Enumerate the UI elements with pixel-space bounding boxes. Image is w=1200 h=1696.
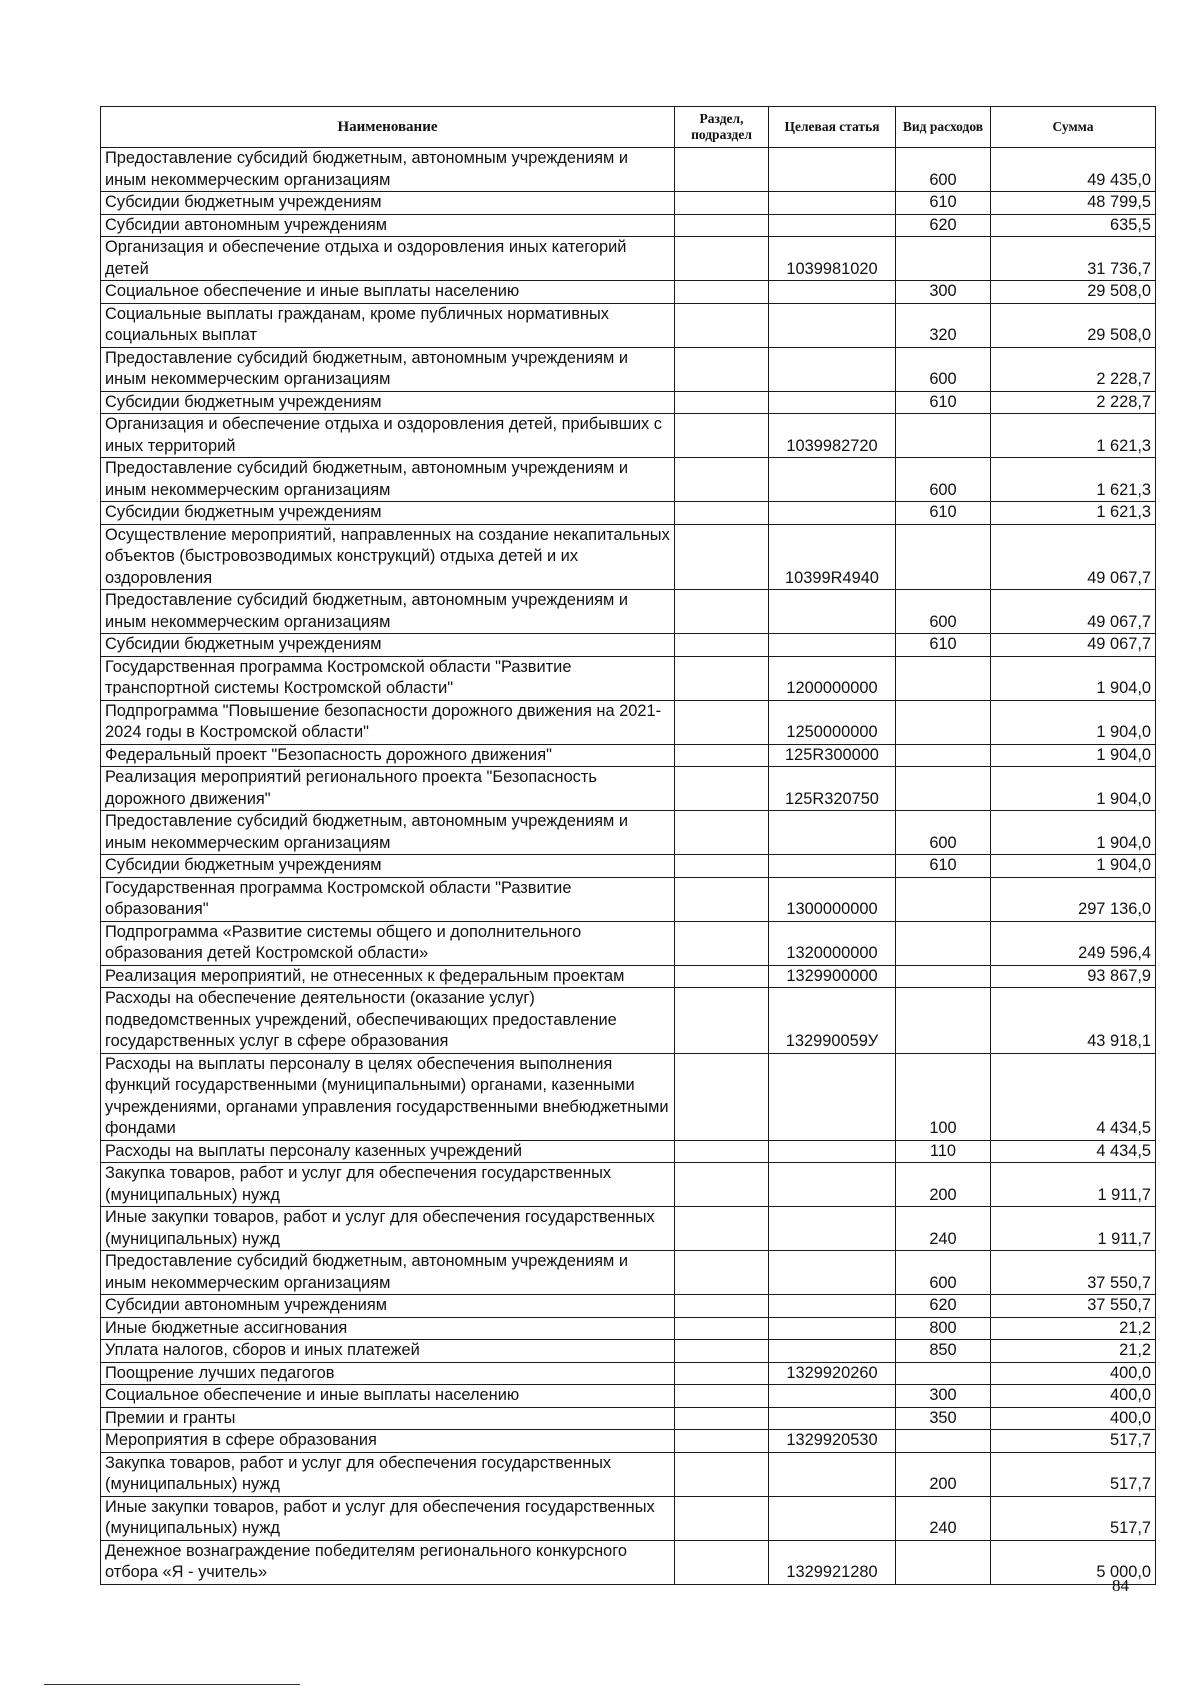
row-kind: 610 [896, 502, 991, 525]
row-name: Субсидии бюджетным учреждениям [101, 502, 675, 525]
table-row [101, 656, 1156, 700]
row-name: Субсидии бюджетным учреждениям [101, 391, 675, 414]
row-sum: 400,0 [991, 1362, 1156, 1385]
table-row [101, 921, 1156, 965]
row-section [675, 634, 769, 657]
table-row [101, 192, 1156, 215]
row-section [675, 1053, 769, 1140]
table-row [101, 391, 1156, 414]
row-kind [896, 524, 991, 590]
row-section [675, 214, 769, 237]
row-section [675, 1163, 769, 1207]
row-section [675, 347, 769, 391]
table-row [101, 303, 1156, 347]
table-row [101, 1140, 1156, 1163]
row-article [769, 192, 896, 215]
row-kind: 600 [896, 458, 991, 502]
row-kind: 200 [896, 1163, 991, 1207]
row-kind [896, 877, 991, 921]
row-sum: 1 904,0 [991, 855, 1156, 878]
table-row [101, 1385, 1156, 1408]
row-section [675, 1430, 769, 1453]
row-section [675, 1251, 769, 1295]
header-name: Наименование [101, 107, 675, 148]
row-sum: 1 621,3 [991, 458, 1156, 502]
header-section: Раздел, подраздел [675, 107, 769, 148]
row-name: Организация и обеспечение отдыха и оздоровления детей, прибывших с иных территорий [101, 414, 675, 458]
row-article [769, 502, 896, 525]
row-sum: 1 621,3 [991, 502, 1156, 525]
table-row [101, 700, 1156, 744]
table-row [101, 1540, 1156, 1584]
row-name: Субсидии бюджетным учреждениям [101, 634, 675, 657]
table-row [101, 281, 1156, 304]
row-sum: 1 621,3 [991, 414, 1156, 458]
header-kind: Вид расходов [896, 107, 991, 148]
row-section [675, 1407, 769, 1430]
row-name: Иные бюджетные ассигнования [101, 1317, 675, 1340]
table-row [101, 1362, 1156, 1385]
row-name: Закупка товаров, работ и услуг для обеспечения государственных (муниципальных) нужд [101, 1452, 675, 1496]
row-sum: 5 000,0 [991, 1540, 1156, 1584]
table-row [101, 590, 1156, 634]
row-sum: 517,7 [991, 1452, 1156, 1496]
row-kind: 350 [896, 1407, 991, 1430]
row-article: 1250000000 [769, 700, 896, 744]
row-kind: 200 [896, 1452, 991, 1496]
row-article: 125R320750 [769, 767, 896, 811]
row-kind [896, 237, 991, 281]
row-article: 125R300000 [769, 744, 896, 767]
row-name: Предоставление субсидий бюджетным, автономным учреждениям и иным некоммерческим организациям [101, 458, 675, 502]
table-row [101, 744, 1156, 767]
table-row [101, 965, 1156, 988]
row-article [769, 148, 896, 192]
row-name: Премии и гранты [101, 1407, 675, 1430]
row-name: Предоставление субсидий бюджетным, автономным учреждениям и иным некоммерческим организациям [101, 811, 675, 855]
row-section [675, 767, 769, 811]
table-row [101, 414, 1156, 458]
row-sum: 2 228,7 [991, 347, 1156, 391]
row-section [675, 656, 769, 700]
table-row [101, 1317, 1156, 1340]
row-kind [896, 767, 991, 811]
row-section [675, 811, 769, 855]
row-sum: 49 067,7 [991, 524, 1156, 590]
row-article: 1329921280 [769, 1540, 896, 1584]
table-row [101, 1430, 1156, 1453]
row-sum: 1 904,0 [991, 811, 1156, 855]
row-sum: 49 435,0 [991, 148, 1156, 192]
row-name: Субсидии бюджетным учреждениям [101, 855, 675, 878]
row-sum: 43 918,1 [991, 988, 1156, 1054]
table-row [101, 1207, 1156, 1251]
row-article [769, 1385, 896, 1408]
table-row [101, 1053, 1156, 1140]
row-sum: 31 736,7 [991, 237, 1156, 281]
row-sum: 1 904,0 [991, 744, 1156, 767]
row-name: Социальное обеспечение и иные выплаты населению [101, 281, 675, 304]
row-name: Закупка товаров, работ и услуг для обеспечения государственных (муниципальных) нужд [101, 1163, 675, 1207]
row-kind [896, 988, 991, 1054]
budget-table [100, 106, 1156, 1585]
row-sum: 1 911,7 [991, 1207, 1156, 1251]
row-article [769, 1407, 896, 1430]
row-section [675, 1295, 769, 1318]
row-kind [896, 921, 991, 965]
row-article: 10399R4940 [769, 524, 896, 590]
row-section [675, 988, 769, 1054]
row-name: Федеральный проект "Безопасность дорожного движения" [101, 744, 675, 767]
table-row [101, 811, 1156, 855]
row-section [675, 855, 769, 878]
row-kind [896, 1540, 991, 1584]
row-name: Государственная программа Костромской области "Развитие транспортной системы Костромской области" [101, 656, 675, 700]
row-name: Денежное вознаграждение победителям регионального конкурсного отбора «Я - учитель» [101, 1540, 675, 1584]
row-name: Мероприятия в сфере образования [101, 1430, 675, 1453]
row-section [675, 281, 769, 304]
row-article: 1329920260 [769, 1362, 896, 1385]
row-sum: 635,5 [991, 214, 1156, 237]
row-sum: 4 434,5 [991, 1140, 1156, 1163]
row-name: Поощрение лучших педагогов [101, 1362, 675, 1385]
row-kind [896, 700, 991, 744]
table-row [101, 347, 1156, 391]
row-kind: 600 [896, 347, 991, 391]
row-article [769, 1496, 896, 1540]
row-sum: 2 228,7 [991, 391, 1156, 414]
row-article: 1039982720 [769, 414, 896, 458]
row-sum: 21,2 [991, 1317, 1156, 1340]
row-article [769, 458, 896, 502]
row-article [769, 214, 896, 237]
row-kind: 600 [896, 811, 991, 855]
row-kind [896, 744, 991, 767]
row-kind: 620 [896, 1295, 991, 1318]
row-article [769, 1251, 896, 1295]
row-name: Реализация мероприятий, не отнесенных к федеральным проектам [101, 965, 675, 988]
row-section [675, 458, 769, 502]
table-row [101, 877, 1156, 921]
row-kind: 610 [896, 634, 991, 657]
row-article [769, 281, 896, 304]
row-name: Предоставление субсидий бюджетным, автономным учреждениям и иным некоммерческим организациям [101, 347, 675, 391]
row-name: Социальное обеспечение и иные выплаты населению [101, 1385, 675, 1408]
row-section [675, 391, 769, 414]
table-row [101, 1496, 1156, 1540]
table-row [101, 458, 1156, 502]
row-sum: 49 067,7 [991, 634, 1156, 657]
row-name: Субсидии автономным учреждениям [101, 214, 675, 237]
row-kind: 300 [896, 1385, 991, 1408]
row-kind: 610 [896, 855, 991, 878]
row-sum: 29 508,0 [991, 281, 1156, 304]
row-article: 1200000000 [769, 656, 896, 700]
row-kind: 600 [896, 590, 991, 634]
row-section [675, 1317, 769, 1340]
row-section [675, 1140, 769, 1163]
row-kind: 600 [896, 148, 991, 192]
table-row [101, 1163, 1156, 1207]
row-sum: 249 596,4 [991, 921, 1156, 965]
table-row [101, 1251, 1156, 1295]
row-sum: 1 911,7 [991, 1163, 1156, 1207]
table-row [101, 1407, 1156, 1430]
row-name: Предоставление субсидий бюджетным, автономным учреждениям и иным некоммерческим организациям [101, 148, 675, 192]
table-row [101, 214, 1156, 237]
row-article [769, 811, 896, 855]
row-sum: 1 904,0 [991, 656, 1156, 700]
row-kind: 800 [896, 1317, 991, 1340]
row-section [675, 921, 769, 965]
row-kind [896, 1430, 991, 1453]
row-sum: 517,7 [991, 1496, 1156, 1540]
row-article [769, 1053, 896, 1140]
row-section [675, 502, 769, 525]
row-name: Иные закупки товаров, работ и услуг для обеспечения государственных (муниципальных) нужд [101, 1496, 675, 1540]
table-row [101, 988, 1156, 1054]
header-sum: Сумма [991, 107, 1156, 148]
row-section [675, 1207, 769, 1251]
row-article [769, 347, 896, 391]
row-section [675, 700, 769, 744]
row-sum: 37 550,7 [991, 1251, 1156, 1295]
table-row [101, 1452, 1156, 1496]
row-article [769, 855, 896, 878]
row-article: 1329920530 [769, 1430, 896, 1453]
row-name: Предоставление субсидий бюджетным, автономным учреждениям и иным некоммерческим организациям [101, 590, 675, 634]
row-section [675, 744, 769, 767]
row-name: Реализация мероприятий регионального проекта "Безопасность дорожного движения" [101, 767, 675, 811]
row-article [769, 1317, 896, 1340]
table-row [101, 237, 1156, 281]
row-section [675, 1452, 769, 1496]
row-sum: 1 904,0 [991, 700, 1156, 744]
row-sum: 29 508,0 [991, 303, 1156, 347]
row-kind: 240 [896, 1496, 991, 1540]
row-article [769, 1340, 896, 1363]
row-name: Уплата налогов, сборов и иных платежей [101, 1340, 675, 1363]
row-article [769, 303, 896, 347]
row-kind [896, 1362, 991, 1385]
table-header-row [101, 107, 1156, 148]
row-name: Расходы на обеспечение деятельности (оказание услуг) подведомственных учреждений, обеспечивающих предоставление государственных услуг в сфере образования [101, 988, 675, 1054]
row-name: Подпрограмма "Повышение безопасности дорожного движения на 2021-2024 годы в Костромской области" [101, 700, 675, 744]
row-sum: 37 550,7 [991, 1295, 1156, 1318]
row-article: 1329900000 [769, 965, 896, 988]
row-article: 1320000000 [769, 921, 896, 965]
row-sum: 517,7 [991, 1430, 1156, 1453]
row-name: Расходы на выплаты персоналу в целях обеспечения выполнения функций государственными (муниципальными) органами, казенными учреждениями, органами управления государственными внебюджетными фондами [101, 1053, 675, 1140]
row-name: Предоставление субсидий бюджетным, автономным учреждениям и иным некоммерческим организациям [101, 1251, 675, 1295]
row-name: Иные закупки товаров, работ и услуг для обеспечения государственных (муниципальных) нужд [101, 1207, 675, 1251]
row-article [769, 391, 896, 414]
table-row [101, 1295, 1156, 1318]
row-kind: 300 [896, 281, 991, 304]
row-name: Социальные выплаты гражданам, кроме публичных нормативных социальных выплат [101, 303, 675, 347]
row-section [675, 877, 769, 921]
page-number: 84 [1112, 1576, 1129, 1595]
table-row [101, 634, 1156, 657]
header-article: Целевая статья [769, 107, 896, 148]
row-section [675, 1540, 769, 1584]
row-sum: 48 799,5 [991, 192, 1156, 215]
row-article: 1039981020 [769, 237, 896, 281]
row-section [675, 237, 769, 281]
row-name: Государственная программа Костромской области "Развитие образования" [101, 877, 675, 921]
row-kind: 620 [896, 214, 991, 237]
row-section [675, 590, 769, 634]
row-kind: 240 [896, 1207, 991, 1251]
row-sum: 400,0 [991, 1385, 1156, 1408]
row-sum: 297 136,0 [991, 877, 1156, 921]
row-section [675, 303, 769, 347]
row-kind: 610 [896, 192, 991, 215]
row-sum: 49 067,7 [991, 590, 1156, 634]
row-kind: 100 [896, 1053, 991, 1140]
row-section [675, 1362, 769, 1385]
row-section [675, 524, 769, 590]
row-article [769, 590, 896, 634]
row-name: Субсидии бюджетным учреждениям [101, 192, 675, 215]
row-section [675, 148, 769, 192]
row-article [769, 1163, 896, 1207]
row-section [675, 1496, 769, 1540]
table-row [101, 502, 1156, 525]
row-article: 132990059У [769, 988, 896, 1054]
row-kind [896, 965, 991, 988]
table-row [101, 1340, 1156, 1363]
table-row [101, 855, 1156, 878]
row-section [675, 965, 769, 988]
row-name: Осуществление мероприятий, направленных на создание некапитальных объектов (быстровозводимых конструкций) отдыха детей и их оздоровления [101, 524, 675, 590]
table-row [101, 524, 1156, 590]
row-article: 1300000000 [769, 877, 896, 921]
row-section [675, 1340, 769, 1363]
row-article [769, 1452, 896, 1496]
row-name: Субсидии автономным учреждениям [101, 1295, 675, 1318]
table-body [101, 148, 1156, 1585]
table-row [101, 767, 1156, 811]
row-name: Подпрограмма «Развитие системы общего и дополнительного образования детей Костромской области» [101, 921, 675, 965]
row-kind: 110 [896, 1140, 991, 1163]
row-article [769, 1295, 896, 1318]
row-name: Расходы на выплаты персоналу казенных учреждений [101, 1140, 675, 1163]
row-section [675, 192, 769, 215]
row-sum: 93 867,9 [991, 965, 1156, 988]
row-article [769, 634, 896, 657]
row-article [769, 1140, 896, 1163]
row-kind [896, 414, 991, 458]
row-section [675, 414, 769, 458]
row-article [769, 1207, 896, 1251]
row-kind [896, 656, 991, 700]
row-section [675, 1385, 769, 1408]
row-name: Организация и обеспечение отдыха и оздоровления иных категорий детей [101, 237, 675, 281]
row-kind: 600 [896, 1251, 991, 1295]
row-kind: 850 [896, 1340, 991, 1363]
row-kind: 610 [896, 391, 991, 414]
row-sum: 21,2 [991, 1340, 1156, 1363]
table-row [101, 148, 1156, 192]
row-sum: 400,0 [991, 1407, 1156, 1430]
row-sum: 4 434,5 [991, 1053, 1156, 1140]
footer-rule [44, 1684, 300, 1685]
row-kind: 320 [896, 303, 991, 347]
row-sum: 1 904,0 [991, 767, 1156, 811]
